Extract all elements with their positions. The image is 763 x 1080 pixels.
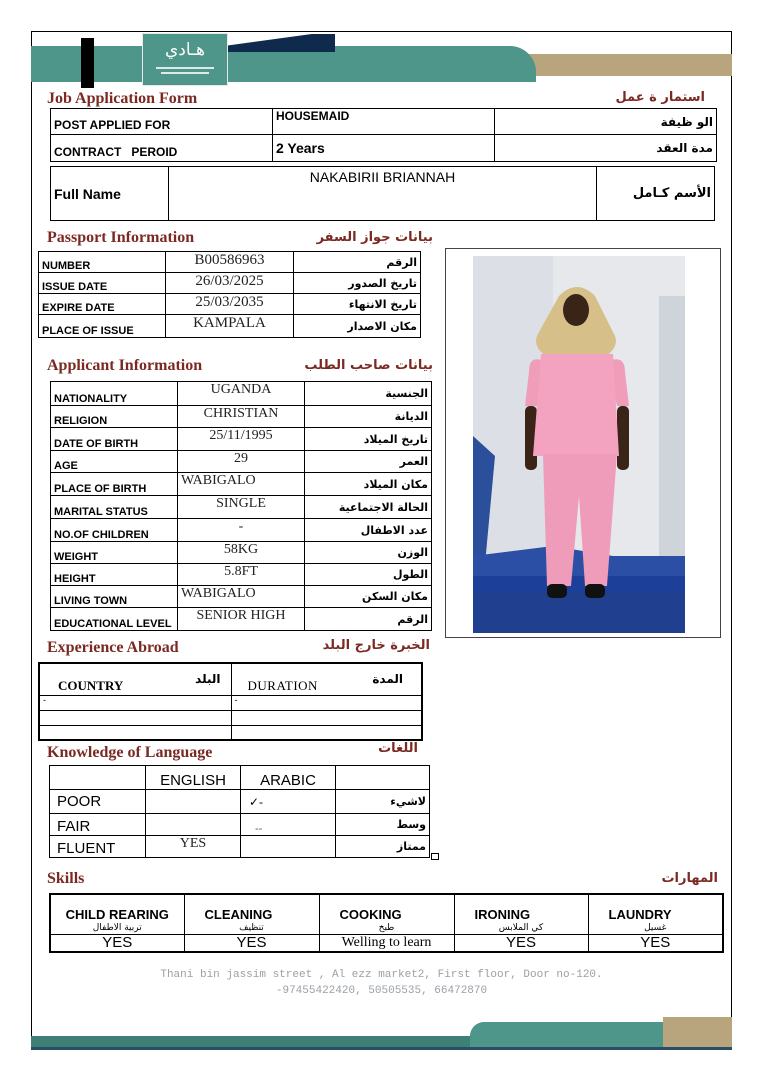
passport-field-value: 26/03/2025 <box>166 273 294 294</box>
applicant-field-value: CHRISTIAN <box>178 406 305 428</box>
applicant-row <box>51 473 432 496</box>
applicant-photo <box>473 256 685 633</box>
contract-value: 2 Years <box>273 135 495 162</box>
skill-name: CLEANING <box>184 894 319 922</box>
passport-field-ar: تاريخ الصدور <box>294 273 421 294</box>
post-table <box>50 108 717 162</box>
applicant-field-value: WABIGALO <box>178 473 305 496</box>
passport-row <box>39 315 421 338</box>
skill-name: IRONING <box>454 894 588 922</box>
skill-name-ar: تربية الاطفال <box>50 922 184 934</box>
skill-value: YES <box>454 934 588 952</box>
passport-field-label: EXPIRE DATE <box>39 294 166 315</box>
language-level-ar: وسط <box>336 814 430 836</box>
applicant-field-ar: الديانة <box>305 406 432 428</box>
experience-country-cell <box>39 725 231 740</box>
country-header <box>39 663 231 695</box>
experience-table <box>38 662 423 741</box>
skill-value: YES <box>184 934 319 952</box>
applicant-row <box>51 451 432 473</box>
applicant-field-label: PLACE OF BIRTH <box>51 473 178 496</box>
company-logo <box>142 33 228 86</box>
applicant-title: Applicant Information <box>47 357 203 374</box>
language-level: POOR <box>50 790 146 814</box>
language-level: FLUENT <box>50 836 146 858</box>
language-english-value: YES <box>146 836 241 858</box>
language-title: Knowledge of Language <box>47 744 213 761</box>
experience-country-cell <box>39 710 231 725</box>
applicant-field-value: - <box>178 519 305 542</box>
applicant-field-ar: مكان الميلاد <box>305 473 432 496</box>
language-arabic-value <box>241 836 336 858</box>
skill-name-ar: غسيل <box>588 922 723 934</box>
name-label: Full Name <box>51 167 169 221</box>
skill-name: LAUNDRY <box>588 894 723 922</box>
passport-title-ar: بيانات جواز السفر <box>316 230 433 245</box>
applicant-field-ar: مكان السكن <box>305 586 432 608</box>
logo-underline <box>156 67 214 69</box>
applicant-field-value: WABIGALO <box>178 586 305 608</box>
skill-name-ar: طبخ <box>319 922 454 934</box>
applicant-title-ar: بيانات صاحب الطلب <box>304 358 433 373</box>
skill-name-ar: تنظيف <box>184 922 319 934</box>
duration-header-ar: المدة <box>372 672 403 686</box>
passport-field-ar: مكان الاصدار <box>294 315 421 338</box>
applicant-row <box>51 406 432 428</box>
applicant-table <box>50 381 432 631</box>
passport-title: Passport Information <box>47 229 195 246</box>
skill-value: YES <box>50 934 184 952</box>
applicant-field-ar: الحالة الاجتماعية <box>305 496 432 519</box>
skill-name-ar: كي الملابس <box>454 922 588 934</box>
applicant-field-label: HEIGHT <box>51 564 178 586</box>
applicant-row <box>51 519 432 542</box>
passport-field-value: 25/03/2035 <box>166 294 294 315</box>
applicant-field-value: SINGLE <box>178 496 305 519</box>
passport-field-label: PLACE OF ISSUE <box>39 315 166 338</box>
passport-table <box>38 251 421 338</box>
post-label: POST APPLIED FOR <box>51 109 273 135</box>
applicant-field-ar: الوزن <box>305 542 432 564</box>
passport-field-ar: تاريخ الانتهاء <box>294 294 421 315</box>
applicant-field-ar: عدد الاطفال <box>305 519 432 542</box>
language-arabic-value: -- <box>241 814 336 836</box>
applicant-field-value: 25/11/1995 <box>178 428 305 451</box>
passport-row <box>39 273 421 294</box>
country-header-label: COUNTRY <box>58 677 124 693</box>
logo-subline <box>161 72 209 74</box>
country-header-ar: البلد <box>195 672 221 686</box>
applicant-field-value: 58KG <box>178 542 305 564</box>
duration-header <box>231 663 422 695</box>
applicant-field-ar: الرقم <box>305 608 432 631</box>
applicant-field-label: LIVING TOWN <box>51 586 178 608</box>
applicant-field-value: SENIOR HIGH <box>178 608 305 631</box>
post-value: HOUSEMAID <box>273 109 495 135</box>
applicant-field-label: NATIONALITY <box>51 382 178 406</box>
duration-header-label: DURATION <box>247 677 318 693</box>
skill-value: Welling to learn <box>319 934 454 952</box>
passport-field-value: B00586963 <box>166 252 294 273</box>
contract-label: CONTRACT PEROID <box>51 135 273 162</box>
applicant-row <box>51 564 432 586</box>
applicant-field-label: NO.OF CHILDREN <box>51 519 178 542</box>
contract-ar: مدة العقد <box>495 135 717 162</box>
passport-row <box>39 294 421 315</box>
experience-title-ar: الخبرة خارج البلد <box>322 638 430 653</box>
language-english-value <box>146 790 241 814</box>
skill-name: COOKING <box>319 894 454 922</box>
footer-phones: -97455422420, 50505535, 66472870 <box>275 985 488 997</box>
post-ar: الو ظيفة <box>495 109 717 135</box>
experience-duration-cell <box>231 725 422 740</box>
form-title-ar: استمار ة عمل <box>615 90 705 105</box>
language-level-ar: لاشيء <box>336 790 430 814</box>
applicant-row <box>51 382 432 406</box>
skill-name: CHILD REARING <box>50 894 184 922</box>
footer-address: Thani bin jassim street , Al ezz market2, First floor, Door no-120. <box>160 969 603 981</box>
applicant-field-ar: الجنسية <box>305 382 432 406</box>
applicant-field-value: UGANDA <box>178 382 305 406</box>
passport-field-label: NUMBER <box>39 252 166 273</box>
language-title-ar: اللغات <box>378 741 418 756</box>
skill-value: YES <box>588 934 723 952</box>
applicant-row <box>51 586 432 608</box>
language-level: FAIR <box>50 814 146 836</box>
language-corner-right <box>336 766 430 790</box>
experience-duration-cell: - <box>231 695 422 710</box>
applicant-row <box>51 542 432 564</box>
applicant-field-label: DATE OF BIRTH <box>51 428 178 451</box>
experience-title: Experience Abroad <box>47 639 179 656</box>
language-english-value <box>146 814 241 836</box>
applicant-field-label: RELIGION <box>51 406 178 428</box>
applicant-field-ar: العمر <box>305 451 432 473</box>
experience-duration-cell <box>231 710 422 725</box>
applicant-field-label: EDUCATIONAL LEVEL <box>51 608 178 631</box>
passport-field-label: ISSUE DATE <box>39 273 166 294</box>
applicant-field-ar: الطول <box>305 564 432 586</box>
language-col-arabic: ARABIC <box>241 766 336 790</box>
table-resize-handle[interactable] <box>431 853 439 860</box>
name-ar: الأسم كـامل <box>597 167 715 221</box>
language-table <box>49 765 430 858</box>
applicant-field-label: WEIGHT <box>51 542 178 564</box>
skills-title: Skills <box>47 870 85 887</box>
applicant-row <box>51 608 432 631</box>
applicant-field-label: MARITAL STATUS <box>51 496 178 519</box>
skills-title-ar: المهارات <box>661 871 718 886</box>
skills-table <box>49 893 724 953</box>
language-corner <box>50 766 146 790</box>
passport-field-ar: الرقم <box>294 252 421 273</box>
language-col-english: ENGLISH <box>146 766 241 790</box>
passport-row <box>39 252 421 273</box>
applicant-row <box>51 428 432 451</box>
applicant-field-ar: تاريخ الميلاد <box>305 428 432 451</box>
name-value: NAKABIRII BRIANNAH <box>169 167 597 221</box>
form-title: Job Application Form <box>47 90 198 107</box>
applicant-field-label: AGE <box>51 451 178 473</box>
language-level-ar: ممتاز <box>336 836 430 858</box>
language-arabic-value: ✓- <box>241 790 336 814</box>
experience-country-cell: - <box>39 695 231 710</box>
applicant-row <box>51 496 432 519</box>
passport-field-value: KAMPALA <box>166 315 294 338</box>
applicant-field-value: 29 <box>178 451 305 473</box>
name-table <box>50 166 715 221</box>
applicant-field-value: 5.8FT <box>178 564 305 586</box>
logo-mark: هـادي <box>164 40 205 60</box>
